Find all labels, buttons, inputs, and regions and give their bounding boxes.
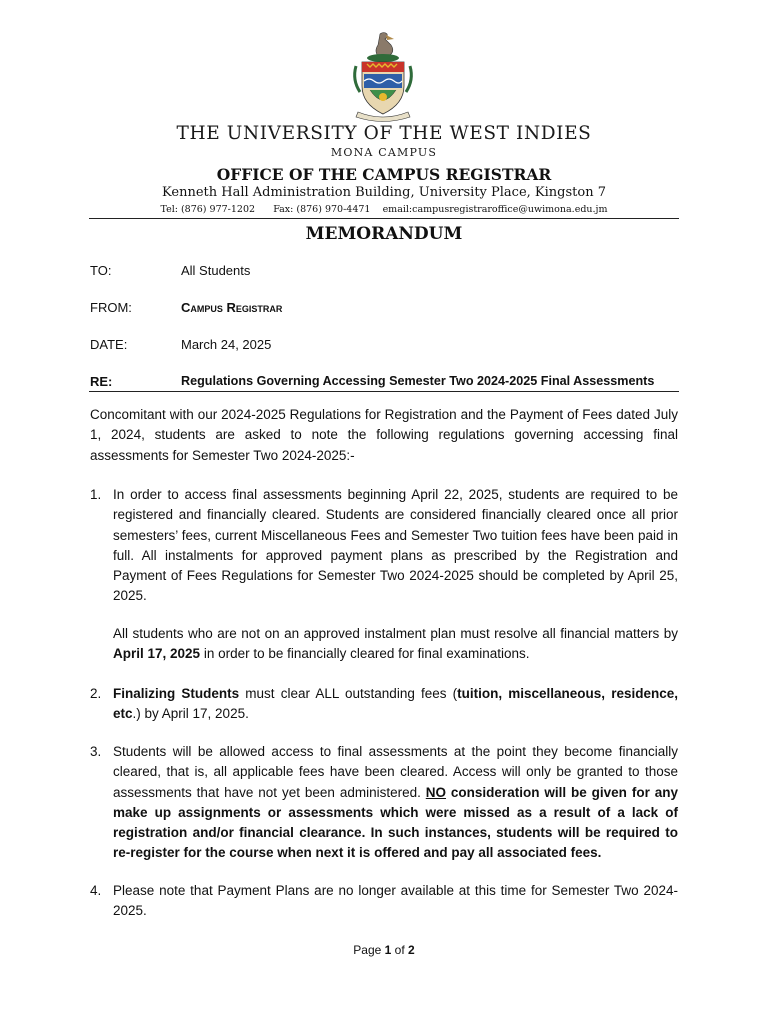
re-label: RE: (90, 374, 113, 389)
item-number-1: 1. (90, 487, 102, 502)
regulation-item-3 (113, 742, 678, 864)
item-1-note-text-end: in order to be financially cleared for final examinations. (200, 646, 530, 662)
from-label: FROM: (90, 300, 132, 315)
memo-title: MEMORANDUM (305, 224, 463, 244)
university-name: THE UNIVERSITY OF THE WEST INDIES (176, 123, 592, 144)
deadline-date: April 17, 2025 (113, 646, 201, 662)
fee-types: tuition, miscellaneous, residence, etc (113, 686, 678, 722)
page-total: 2 (408, 943, 415, 957)
item-2-text: must clear ALL outstanding fees ( (239, 686, 458, 701)
telephone: Tel: (876) 977-1202 (160, 204, 256, 215)
campus-name: MONA CAMPUS (330, 146, 438, 159)
item-3-warning: consideration will be given for any make up assignments or assessments which were missed as a result of a lack of registration and/or financial clearance. In such instances, students will be required to re-register for the course when next it is offered and pay all associated fees. (113, 784, 678, 861)
item-number-2: 2. (90, 686, 102, 701)
regulation-item-1: In order to access final assessments beginning April 22, 2025, students are required to be registered and financially cleared. Students are considered financially cleared once all prior semesters’ fees, current Miscellaneous Fees and Semester Two tuition fees have been paid in full. All instalments for approved payment plans as prescribed by the Registration and Payment of Fees Regulations for Semester Two 2024-2025 should be completed by April 25, 2025. (113, 487, 678, 604)
regulation-item-4: Please note that Payment Plans are no longer available at this time for Semester Two 2024-2025. (113, 883, 678, 919)
item-2-text-end: .) by April 17, 2025. (132, 706, 249, 722)
to-value: All Students (181, 263, 251, 278)
finalizing-students-term: Finalizing Students (113, 686, 240, 701)
item-number-3: 3. (90, 744, 102, 759)
email-address: email:campusregistraroffice@uwimona.edu.jm (382, 204, 608, 215)
university-crest-logo (350, 30, 416, 122)
re-subject: Regulations Governing Accessing Semester Two 2024-2025 Final Assessments (181, 374, 655, 388)
page-footer (0, 943, 768, 957)
no-emphasis: NO (425, 784, 447, 800)
fax: Fax: (876) 970-4471 (273, 204, 371, 215)
regulation-item-1-note (113, 624, 678, 665)
contact-line (0, 204, 768, 215)
letterhead-divider (89, 218, 679, 219)
regulation-item-2 (113, 684, 678, 725)
item-3-text: Students will be allowed access to final assessments at the point they become financially cleared, that is, all applicable fees have been cleared. Access will only be granted to those assessments that have not yet been administered. (113, 744, 678, 800)
intro-paragraph: Concomitant with our 2024-2025 Regulations for Registration and the Payment of Fees dated July 1, 2024, students are asked to note the following regulations governing accessing final assessments for Semester Two 2024-2025:- (90, 407, 678, 463)
date-value: March 24, 2025 (181, 337, 272, 352)
header-divider (89, 391, 679, 392)
item-1-note-text: All students who are not on an approved instalment plan must resolve all financial matters by (113, 626, 678, 641)
page-word: Page (353, 943, 382, 957)
office-title: OFFICE OF THE CAMPUS REGISTRAR (216, 165, 552, 184)
date-label: DATE: (90, 337, 128, 352)
item-number-4: 4. (90, 883, 102, 898)
from-value: Campus Registrar (181, 300, 283, 315)
to-label: TO: (90, 263, 112, 278)
of-word: of (394, 943, 405, 957)
page-number: 1 (384, 943, 392, 957)
office-address: Kenneth Hall Administration Building, University Place, Kingston 7 (162, 185, 606, 200)
